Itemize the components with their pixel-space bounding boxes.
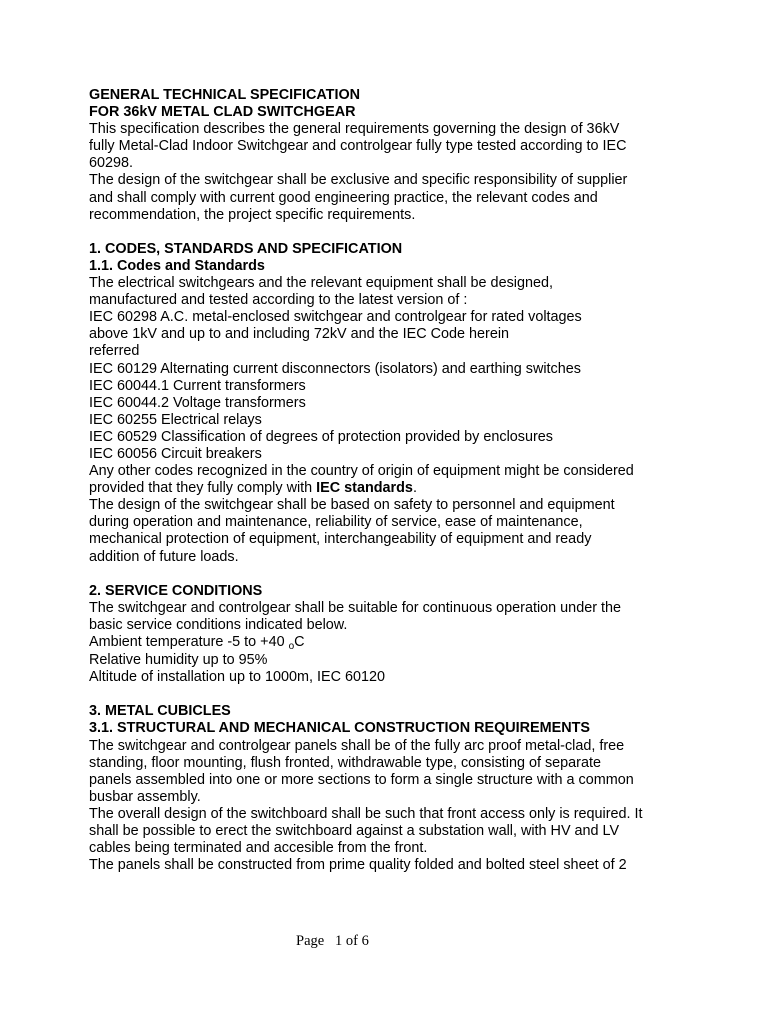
standard-item-iec-60056: IEC 60056 Circuit breakers (89, 445, 262, 462)
standard-item-iec-60255: IEC 60255 Electrical relays (89, 411, 262, 428)
intro-paragraph (89, 121, 749, 224)
section-3-line: busbar assembly. (89, 788, 201, 805)
section-2 (89, 583, 749, 687)
section-3 (89, 703, 749, 874)
section-3-line: standing, floor mounting, flush fronted, withdrawable type, consisting of separate (89, 754, 601, 771)
section-3-1-heading: 3.1. STRUCTURAL AND MECHANICAL CONSTRUCTION REQUIREMENTS (89, 720, 591, 737)
iec-compliance-prefix: provided that they fully comply with (89, 480, 317, 497)
section-1-line: during operation and maintenance, reliability of service, ease of maintenance, (89, 514, 583, 531)
standard-item-iec-60529: IEC 60529 Classification of degrees of protection provided by enclosures (89, 428, 553, 445)
section-1-line: The design of the switchgear shall be based on safety to personnel and equipment (89, 497, 615, 514)
page-number-footer: Page 1 of 6 (296, 933, 369, 949)
document-title-line-2: FOR 36kV METAL CLAD SWITCHGEAR (89, 104, 356, 121)
standard-item-iec-60129: IEC 60129 Alternating current disconnectors (isolators) and earthing switches (89, 360, 581, 377)
spacer (89, 224, 749, 241)
iec-compliance-line (89, 480, 749, 497)
section-1-line: The electrical switchgears and the relevant equipment shall be designed, (89, 275, 553, 292)
intro-line: The design of the switchgear shall be exclusive and specific responsibility of supplier (89, 172, 628, 189)
altitude-line: Altitude of installation up to 1000m, IEC 60120 (89, 669, 385, 686)
section-2-heading: 2. SERVICE CONDITIONS (89, 582, 263, 599)
section-1-line: referred (89, 343, 140, 360)
standard-item-iec-60044-1: IEC 60044.1 Current transformers (89, 377, 306, 394)
intro-line: recommendation, the project specific requirements. (89, 206, 416, 223)
iec-standards-emphasis: IEC standards (316, 480, 413, 497)
spacer (89, 566, 749, 583)
section-1-line: above 1kV and up to and including 72kV and the IEC Code herein (89, 326, 510, 343)
section-3-line: cables being terminated and accesible from the front. (89, 840, 428, 857)
spacer (89, 686, 749, 703)
intro-line: This specification describes the general requirements governing the design of 36kV (89, 121, 620, 138)
section-3-line: The switchgear and controlgear panels shall be of the fully arc proof metal-clad, free (89, 737, 625, 754)
intro-line: fully Metal-Clad Indoor Switchgear and controlgear fully type tested according to IEC (89, 138, 627, 155)
intro-line: and shall comply with current good engineering practice, the relevant codes and (89, 189, 598, 206)
ambient-temperature-text: Ambient temperature -5 to +40 (89, 634, 289, 650)
section-1 (89, 241, 749, 566)
section-3-line: shall be possible to erect the switchboard against a substation wall, with HV and LV (89, 823, 620, 840)
standard-item-iec-60044-2: IEC 60044.2 Voltage transformers (89, 394, 306, 411)
iec-compliance-suffix: . (412, 480, 417, 497)
section-2-line: The switchgear and controlgear shall be suitable for continuous operation under the (89, 599, 621, 616)
section-1-line: mechanical protection of equipment, interchangeability of equipment and ready (89, 531, 592, 548)
section-3-line: panels assembled into one or more sections to form a single structure with a common (89, 771, 634, 788)
section-1-line: manufactured and tested according to the latest version of : (89, 292, 468, 309)
section-1-line: addition of future loads. (89, 548, 239, 565)
celsius-unit: C (294, 634, 305, 650)
section-3-heading: 3. METAL CUBICLES (89, 703, 231, 720)
section-3-line: The overall design of the switchboard shall be such that front access only is required. It (89, 805, 643, 822)
section-1-1-heading: 1.1. Codes and Standards (89, 257, 265, 274)
document-title-line-1: GENERAL TECHNICAL SPECIFICATION (89, 87, 361, 103)
section-2-line: basic service conditions indicated below. (89, 616, 348, 633)
section-3-line: The panels shall be constructed from prime quality folded and bolted steel sheet of 2 (89, 857, 627, 874)
section-1-heading: 1. CODES, STANDARDS AND SPECIFICATION (89, 240, 403, 257)
standard-item-iec-60298: IEC 60298 A.C. metal-enclosed switchgear and controlgear for rated voltages (89, 309, 582, 326)
degree-symbol: o (288, 641, 295, 652)
document-page (89, 87, 749, 874)
relative-humidity-line: Relative humidity up to 95% (89, 652, 268, 669)
intro-line: 60298. (89, 155, 134, 172)
ambient-temperature-line (89, 634, 749, 652)
section-1-line: Any other codes recognized in the country of origin of equipment might be considered (89, 463, 634, 480)
